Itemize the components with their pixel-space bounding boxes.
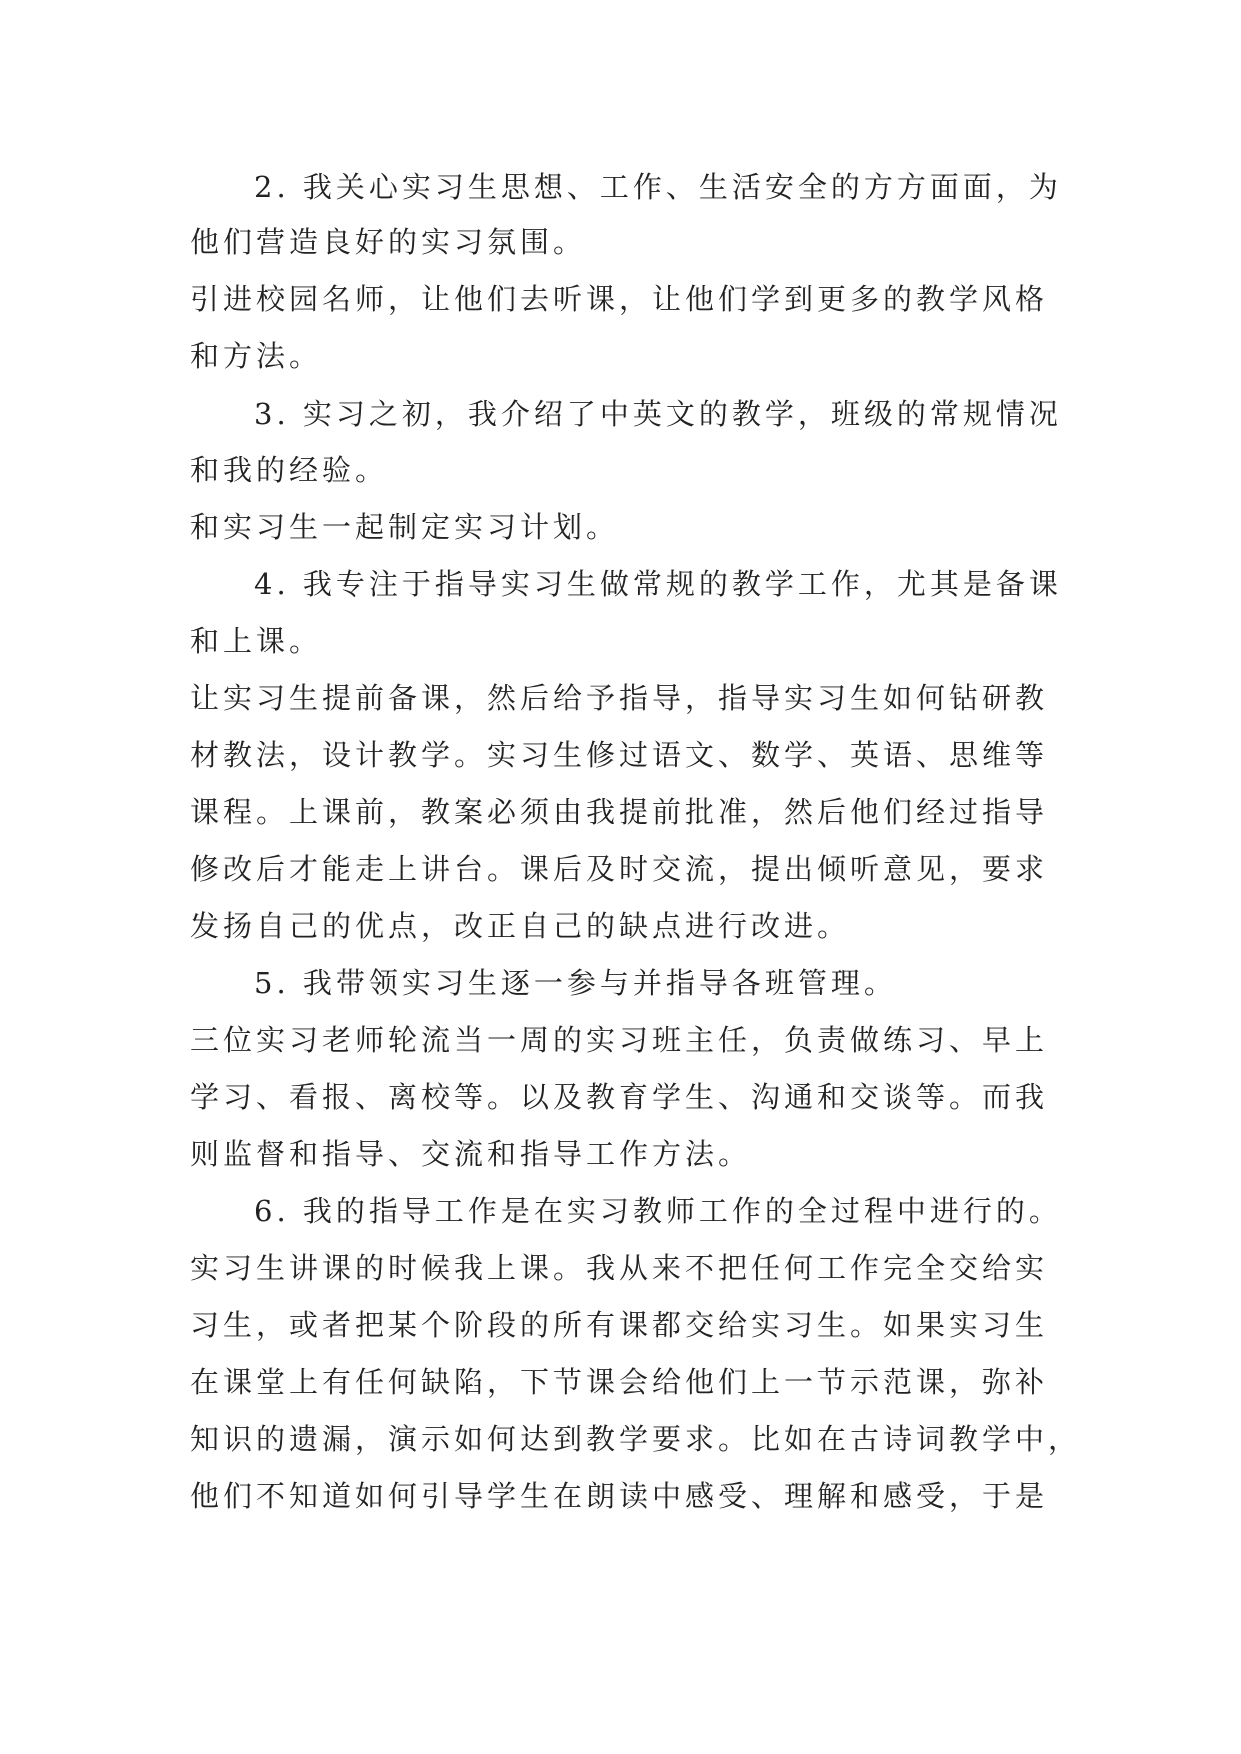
text-line: 修改后才能走上讲台。课后及时交流，提出倾听意见，要求 [190,852,1049,886]
text-line: 材教法，设计教学。实习生修过语文、数学、英语、思维等 [190,738,1049,772]
text-line: 和方法。 [190,339,323,373]
text-line: 他们营造良好的实习氛围。 [190,225,587,259]
text-line: 2. 我关心实习生思想、工作、生活安全的方方面面，为 [254,170,1062,204]
text-line: 4. 我专注于指导实习生做常规的教学工作，尤其是备课 [254,567,1062,601]
text-line: 他们不知道如何引导学生在朗读中感受、理解和感受，于是 [190,1479,1049,1513]
text-line: 和我的经验。 [190,453,389,487]
text-line: 知识的遗漏，演示如何达到教学要求。比如在古诗词教学中， [190,1422,1082,1456]
text-line: 引进校园名师，让他们去听课，让他们学到更多的教学风格 [190,282,1049,316]
text-line: 6. 我的指导工作是在实习教师工作的全过程中进行的。 [254,1194,1062,1228]
text-line: 3. 实习之初，我介绍了中英文的教学，班级的常规情况 [254,397,1062,431]
text-line: 在课堂上有任何缺陷，下节课会给他们上一节示范课，弥补 [190,1365,1049,1399]
text-line: 课程。上课前，教案必须由我提前批准，然后他们经过指导 [190,795,1049,829]
text-line: 5. 我带领实习生逐一参与并指导各班管理。 [254,966,897,1000]
text-line: 实习生讲课的时候我上课。我从来不把任何工作完全交给实 [190,1251,1049,1285]
text-line: 让实习生提前备课，然后给予指导，指导实习生如何钻研教 [190,681,1049,715]
text-line: 三位实习老师轮流当一周的实习班主任，负责做练习、早上 [190,1023,1049,1057]
text-line: 则监督和指导、交流和指导工作方法。 [190,1137,752,1171]
text-line: 和上课。 [190,624,323,658]
text-line: 习生，或者把某个阶段的所有课都交给实习生。如果实习生 [190,1308,1049,1342]
text-line: 和实习生一起制定实习计划。 [190,510,620,544]
text-line: 学习、看报、离校等。以及教育学生、沟通和交谈等。而我 [190,1080,1049,1114]
text-line: 发扬自己的优点，改正自己的缺点进行改进。 [190,909,851,943]
